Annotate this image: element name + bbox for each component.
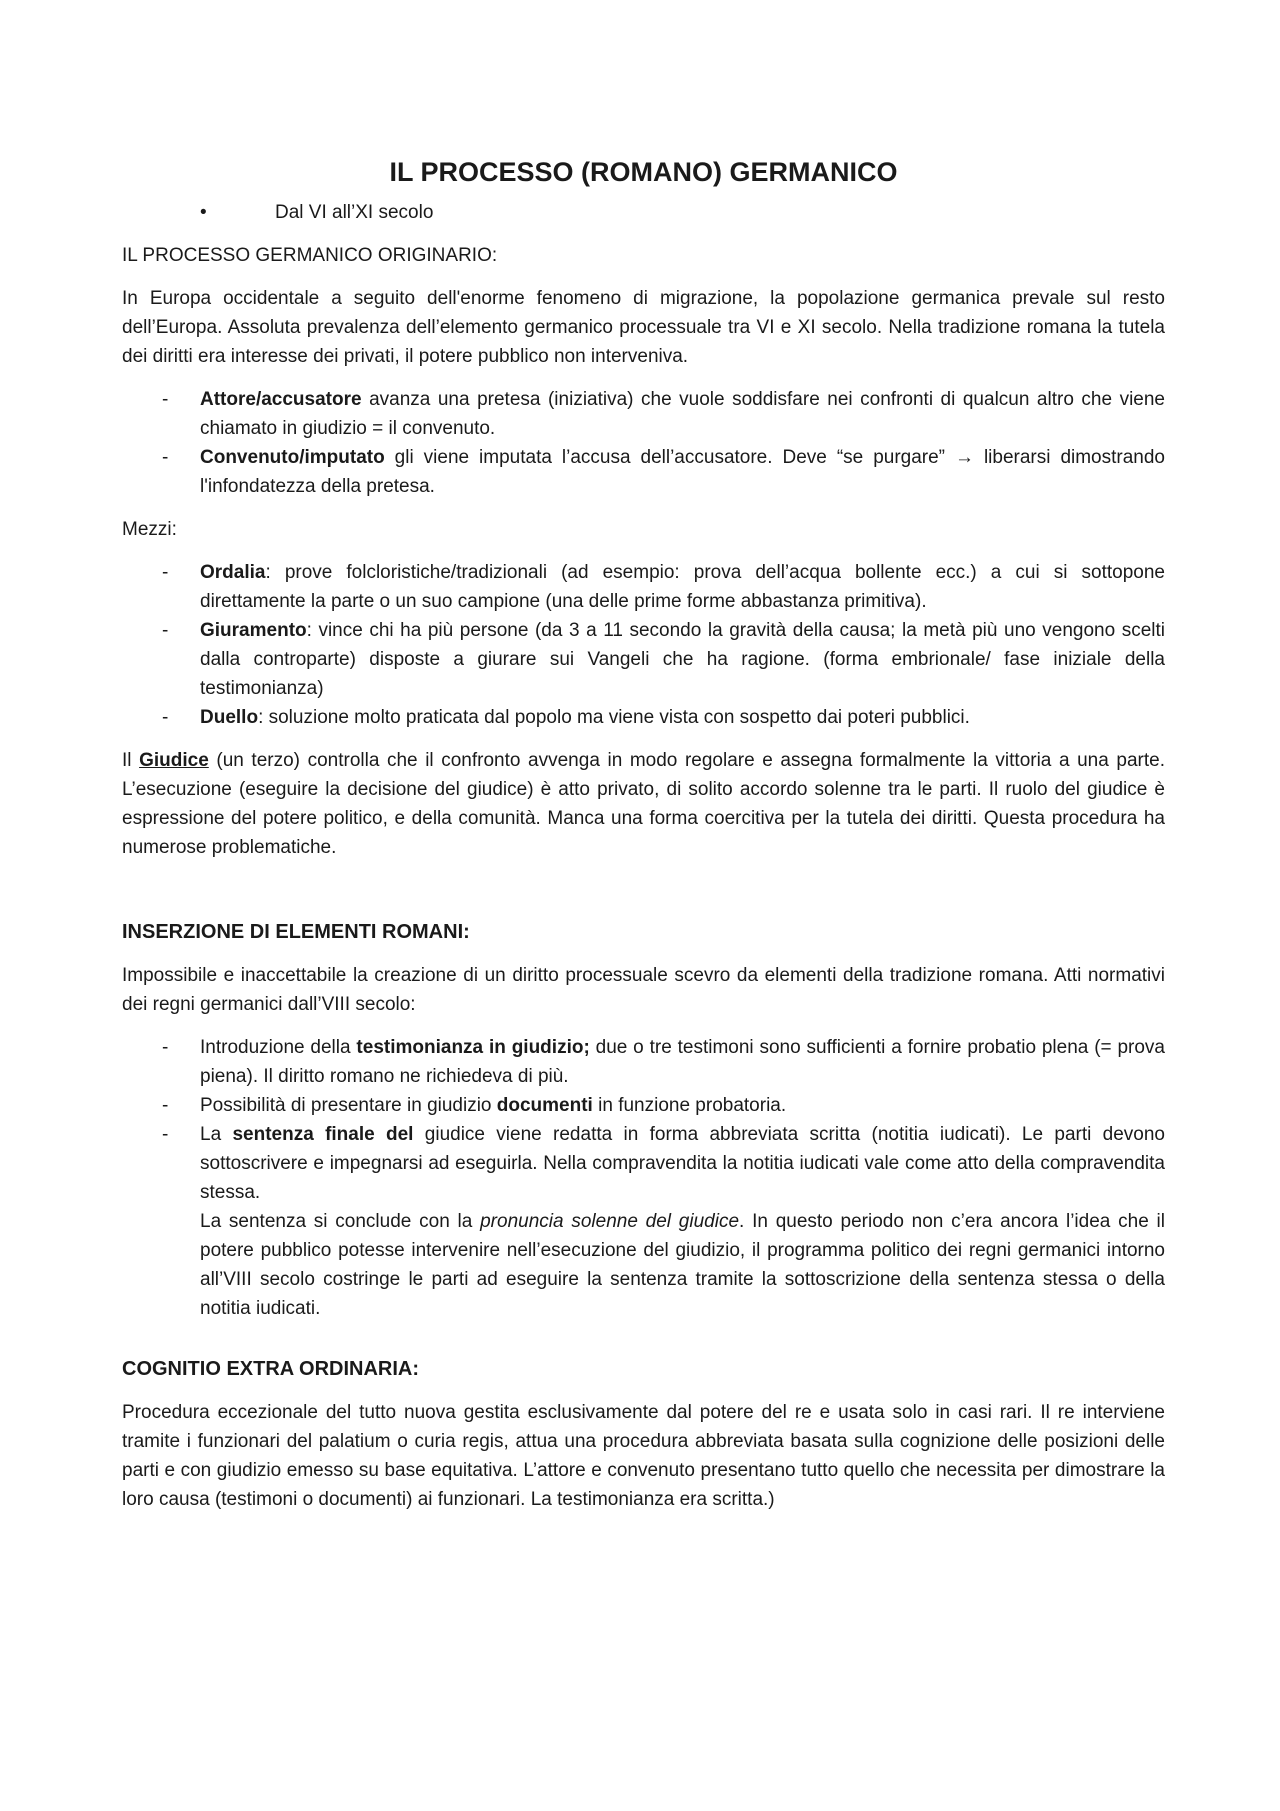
item-post: due o tre testimoni sono sufficienti a fornire probatio plena (= prova piena). Il diritto romano ne richiedeva di più. <box>200 1037 1165 1087</box>
judge-pre: Il <box>122 750 140 771</box>
means-term: Duello <box>200 707 259 728</box>
dash-icon: - <box>162 707 169 728</box>
means-list <box>122 558 1165 732</box>
dash-icon: - <box>162 620 169 641</box>
list-item <box>122 1091 1165 1120</box>
list-item <box>122 385 1165 443</box>
item-term: sentenza finale del <box>232 1124 414 1145</box>
section2-heading: INSERZIONE DI ELEMENTI ROMANI: <box>122 921 470 943</box>
document-title: IL PROCESSO (ROMANO) GERMANICO <box>389 157 898 187</box>
dash-icon: - <box>162 389 169 410</box>
means-text: : prove folcloristiche/tradizionali (ad esempio: prova dell’acqua bollente ecc.) a cui si sottopone direttamente la parte o un suo campione (una delle prime forme abbastanza primitiva). <box>200 562 1165 612</box>
means-label: Mezzi: <box>122 519 177 540</box>
dash-icon: - <box>162 1037 169 1058</box>
party-text: gli viene imputata l’accusa dell’accusatore. Deve “se purgare” → liberarsi dimostrando l'infondatezza della pretesa. <box>200 447 1165 497</box>
party-term: Convenuto/imputato <box>200 447 385 468</box>
list-item <box>122 703 1165 732</box>
means-term: Giuramento <box>200 620 307 641</box>
item-term: testimonianza in giudizio; <box>356 1037 590 1058</box>
section3-text: Procedura eccezionale del tutto nuova gestita esclusivamente dal potere del re e usata solo in casi rari. Il re interviene tramite i funzionari del palatium o curia regis, attua una procedura abbreviata basata sulla cognizione delle posizioni delle parti e con giudizio emesso su base equitativa. L’attore e convenuto presentano tutto quello che necessita per dimostrare la loro causa (testimoni o documenti) ai funzionari. La testimonianza era scritta.) <box>122 1402 1165 1510</box>
section1-heading: IL PROCESSO GERMANICO ORIGINARIO: <box>122 245 498 266</box>
list-item <box>122 1033 1165 1091</box>
document-page <box>122 150 1165 1528</box>
section2-intro: Impossibile e inaccettabile la creazione di un diritto processuale scevro da elementi della tradizione romana. Atti normativi dei regni germanici dall’VIII secolo: <box>122 965 1165 1015</box>
item-term: documenti <box>496 1095 593 1116</box>
parties-list <box>122 385 1165 501</box>
section1-intro: In Europa occidentale a seguito dell'enorme fenomeno di migrazione, la popolazione germanica prevale sul resto dell’Europa. Assoluta prevalenza dell’elemento germanico processuale tra VI e XI secolo. Nella tradizione romana la tutela dei diritti era interesse dei privati, il potere pubblico non interveniva. <box>122 288 1165 367</box>
bullet-icon: • <box>200 202 207 223</box>
roman-elements-list <box>122 1033 1165 1207</box>
list-item <box>122 1120 1165 1207</box>
sub-pre: La sentenza si conclude con la <box>200 1211 481 1232</box>
dash-icon: - <box>162 562 169 583</box>
spacer <box>122 1337 1165 1355</box>
means-term: Ordalia <box>200 562 266 583</box>
means-text: : soluzione molto praticata dal popolo ma viene vista con sospetto dai poteri pubblici. <box>258 707 970 728</box>
spacer <box>122 876 1165 918</box>
dash-icon: - <box>162 1124 169 1145</box>
item-post: in funzione probatoria. <box>592 1095 787 1116</box>
list-item <box>122 616 1165 703</box>
period-bullet <box>122 198 1165 227</box>
list-item <box>122 443 1165 501</box>
sub-post: . In questo periodo non c’era ancora l’idea che il potere pubblico potesse intervenire nell’esecuzione del giudizio, il programma politico dei regni germanici intorno all’VIII secolo costringe le parti ad eseguire la sentenza tramite la sottoscrizione della sentenza stessa o della notitia iudicati. <box>200 1211 1165 1319</box>
judge-paragraph <box>122 746 1165 862</box>
period-text: Dal VI all’XI secolo <box>275 202 434 223</box>
section3-heading: COGNITIO EXTRA ORDINARIA: <box>122 1358 420 1380</box>
judge-text: (un terzo) controlla che il confronto avvenga in modo regolare e assegna formalmente la vittoria a una parte. L’esecuzione (eseguire la decisione del giudice) è atto privato, di solito accordo solenne tra le parti. Il ruolo del giudice è espressione del potere politico, e della comunità. Manca una forma coercitiva per la tutela dei diritti. Questa procedura ha numerose problematiche. <box>122 750 1165 858</box>
item-pre: La <box>200 1124 233 1145</box>
dash-icon: - <box>162 447 169 468</box>
sentence-subparagraph <box>122 1207 1165 1323</box>
item-pre: Possibilità di presentare in giudizio <box>200 1095 497 1116</box>
sub-italic: pronuncia solenne del giudice <box>480 1211 740 1232</box>
item-post: giudice viene redatta in forma abbreviata scritta (notitia iudicati). Le parti devono sottoscrivere e impegnarsi ad eseguirla. Nella compravendita la notitia iudicati vale come atto della compravendita stessa. <box>200 1124 1165 1203</box>
list-item <box>122 558 1165 616</box>
means-text: : vince chi ha più persone (da 3 a 11 secondo la gravità della causa; la metà più uno vengono scelti dalla controparte) disposte a giurare sui Vangeli che ha ragione. (forma embrionale/ fase iniziale della testimonianza) <box>200 620 1165 699</box>
party-term: Attore/accusatore <box>200 389 362 410</box>
item-pre: Introduzione della <box>200 1037 357 1058</box>
party-text: avanza una pretesa (iniziativa) che vuole soddisfare nei confronti di qualcun altro che viene chiamato in giudizio = il convenuto. <box>200 389 1165 439</box>
dash-icon: - <box>162 1095 169 1116</box>
judge-term: Giudice <box>139 750 209 771</box>
